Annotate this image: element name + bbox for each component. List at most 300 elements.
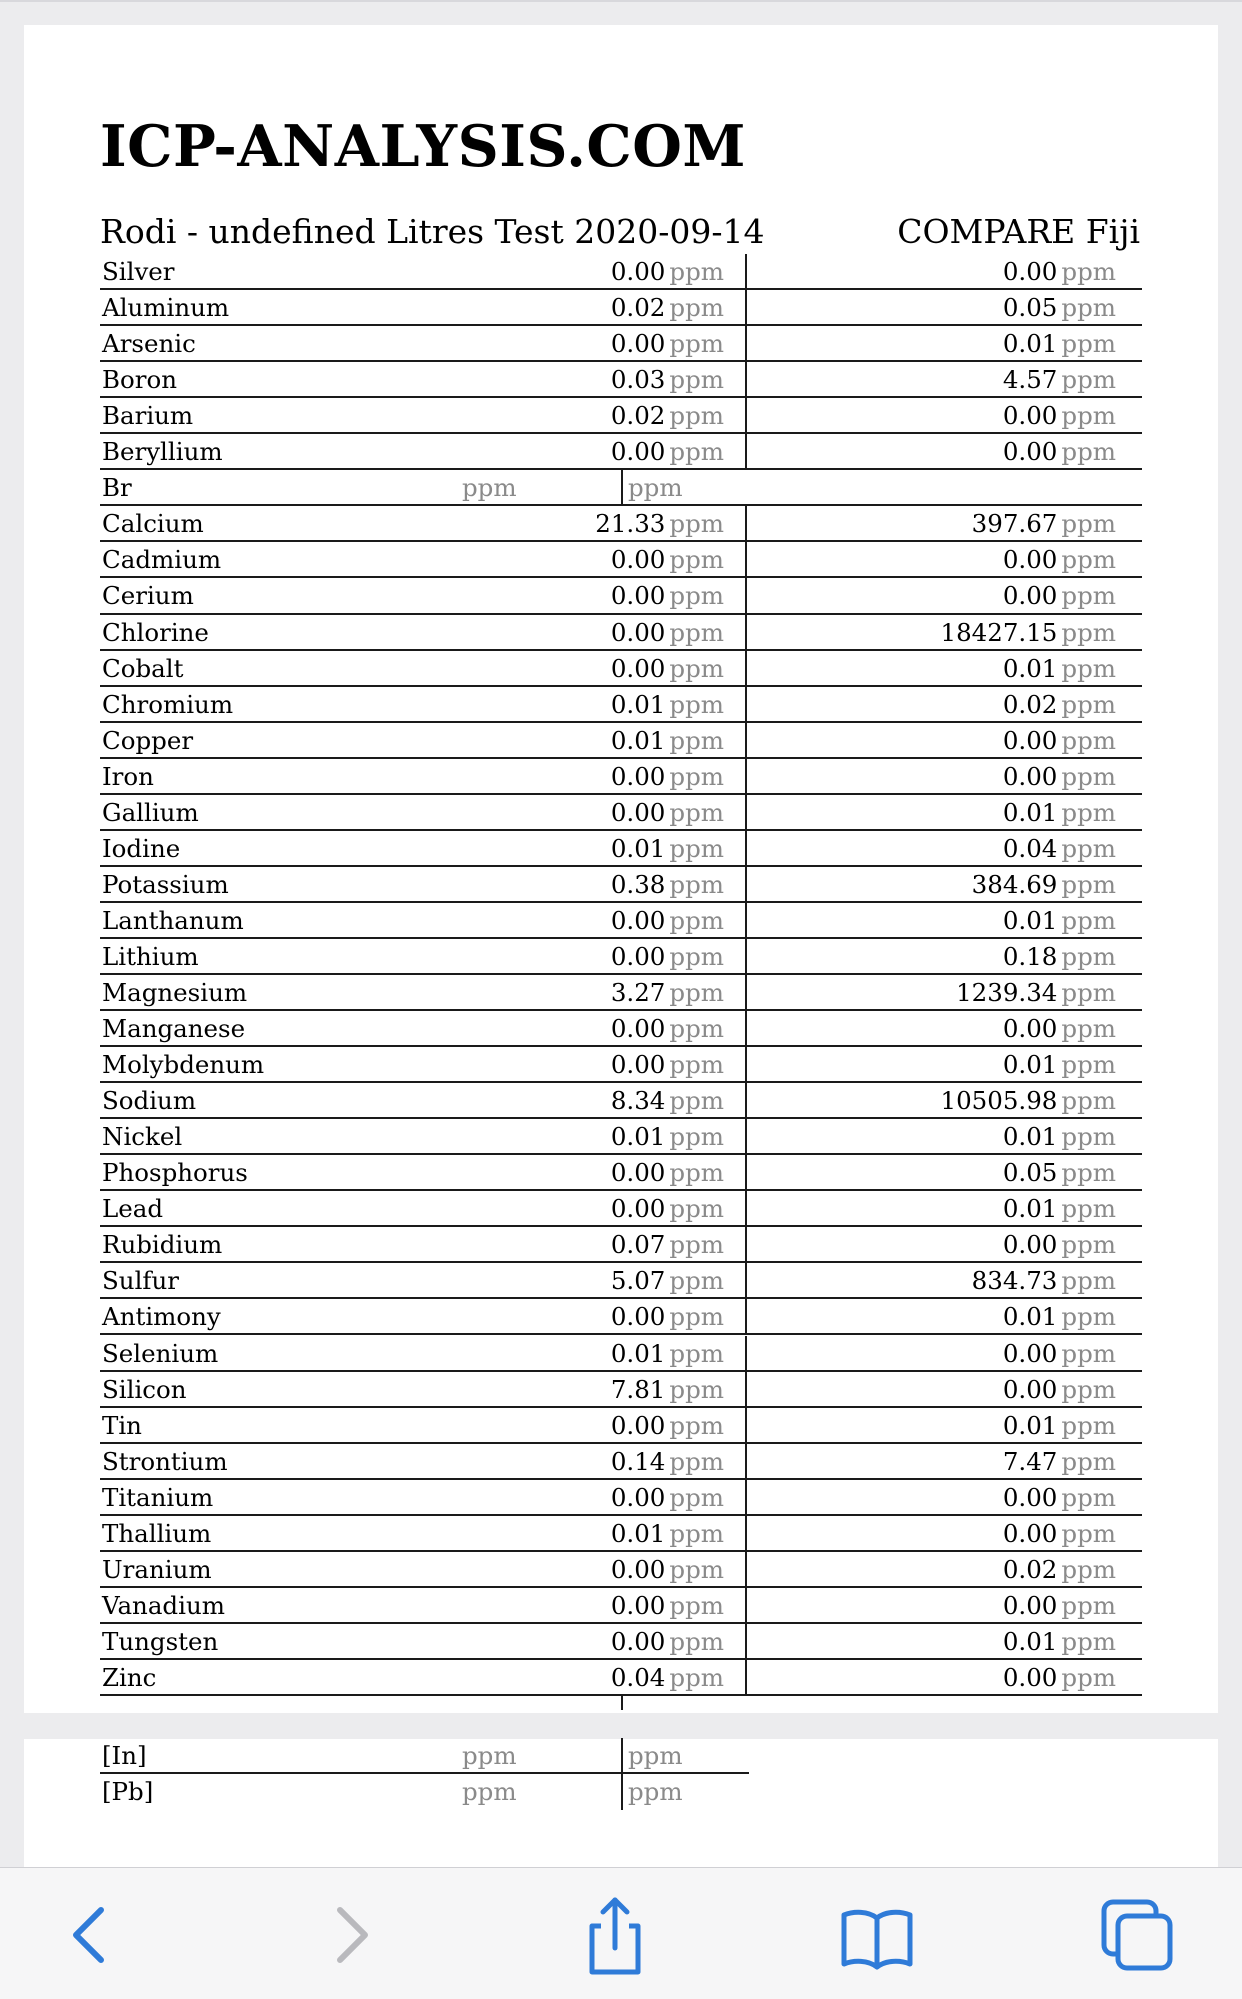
table-row xyxy=(100,1552,1142,1588)
value-unit: ppm xyxy=(1061,653,1116,683)
value-number: 0.00 xyxy=(610,761,666,791)
value-unit: ppm xyxy=(1061,978,1116,1007)
column-divider xyxy=(745,759,747,795)
element-name: Chromium xyxy=(102,689,234,719)
chevron-left-icon xyxy=(45,1890,135,1980)
element-name: Iron xyxy=(102,761,154,791)
element-name: Beryllium xyxy=(102,437,223,467)
value-unit: ppm xyxy=(1061,1410,1116,1440)
column-divider xyxy=(745,1660,747,1696)
value-unit: ppm xyxy=(1061,437,1116,467)
value-number: 0.01 xyxy=(610,689,666,719)
value-number: 0.04 xyxy=(610,1662,666,1692)
value-number: 0.00 xyxy=(1002,1662,1058,1692)
element-name: Rubidium xyxy=(102,1230,223,1260)
value-number: 0.00 xyxy=(1002,437,1058,467)
table-row xyxy=(100,1191,1142,1227)
column-divider xyxy=(745,903,747,939)
test-value xyxy=(611,1119,724,1155)
compare-value xyxy=(1003,1299,1116,1335)
test-value xyxy=(611,578,724,614)
value-unit: ppm xyxy=(462,473,517,503)
value-unit: ppm xyxy=(669,941,724,971)
table-row xyxy=(100,1588,1142,1624)
column-divider xyxy=(745,1155,747,1191)
value-unit: ppm xyxy=(669,833,724,863)
value-unit: ppm xyxy=(1061,869,1116,899)
column-divider xyxy=(621,1738,623,1774)
value-number: 0.00 xyxy=(610,797,666,827)
value-unit: ppm xyxy=(669,617,724,647)
value-unit: ppm xyxy=(669,1374,724,1404)
table-row xyxy=(100,1408,1142,1444)
element-name: Titanium xyxy=(102,1482,214,1512)
element-name: Zinc xyxy=(102,1662,157,1692)
column-divider xyxy=(745,1624,747,1660)
value-unit: ppm xyxy=(1061,1590,1116,1620)
value-number: 0.00 xyxy=(1002,1482,1058,1512)
value-number: 397.67 xyxy=(971,509,1058,539)
element-name: [In] xyxy=(102,1741,147,1770)
value-number: 0.01 xyxy=(610,1122,666,1152)
value-number: 0.00 xyxy=(610,581,666,611)
element-name: Manganese xyxy=(102,1014,246,1044)
compare-value xyxy=(1003,542,1116,578)
test-value xyxy=(611,1083,724,1119)
value-unit: ppm xyxy=(1061,293,1116,323)
value-number: 0.00 xyxy=(610,257,666,286)
value-number: 0.00 xyxy=(610,1050,666,1080)
compare-value xyxy=(1003,1588,1116,1624)
value-unit: ppm xyxy=(1061,329,1116,359)
element-name: Br xyxy=(102,473,132,503)
compare-value xyxy=(1003,651,1116,687)
table-row xyxy=(100,1336,1142,1372)
test-value xyxy=(611,1660,724,1696)
test-value xyxy=(611,1552,724,1588)
test-value xyxy=(611,867,724,903)
column-divider xyxy=(745,1480,747,1516)
value-unit: ppm xyxy=(669,1482,724,1512)
value-number: 8.34 xyxy=(610,1086,666,1116)
compare-value xyxy=(1003,903,1116,939)
value-number: 0.01 xyxy=(1002,1050,1058,1080)
value-number: 0.02 xyxy=(610,293,666,323)
column-divider xyxy=(745,1336,747,1372)
value-number: 0.05 xyxy=(1002,1158,1058,1188)
compare-value xyxy=(1003,398,1116,434)
value-unit: ppm xyxy=(669,1302,724,1332)
column-divider xyxy=(745,1191,747,1227)
test-value xyxy=(611,434,724,470)
test-value xyxy=(595,506,724,542)
value-number: 0.00 xyxy=(610,545,666,575)
table-row xyxy=(100,975,1142,1011)
bookmarks-button[interactable] xyxy=(832,1890,922,1980)
value-unit: ppm xyxy=(1061,365,1116,395)
element-name: Lithium xyxy=(102,941,199,971)
test-value xyxy=(611,290,724,326)
value-unit: ppm xyxy=(1061,1086,1116,1116)
test-value xyxy=(611,326,724,362)
table-row xyxy=(100,1155,1142,1191)
table-row xyxy=(100,831,1142,867)
test-value xyxy=(611,362,724,398)
test-value xyxy=(611,975,724,1011)
test-value xyxy=(611,1624,724,1660)
test-value xyxy=(611,759,724,795)
test-value xyxy=(611,687,724,723)
compare-value xyxy=(1003,1444,1116,1480)
compare-value xyxy=(1003,362,1116,398)
test-value xyxy=(611,398,724,434)
table-row xyxy=(100,759,1142,795)
value-unit: ppm xyxy=(669,401,724,431)
value-number: 0.00 xyxy=(610,1554,666,1584)
value-unit: ppm xyxy=(669,1122,724,1152)
value-unit: ppm xyxy=(1061,617,1116,647)
column-divider xyxy=(745,1047,747,1083)
value-unit: ppm xyxy=(1061,1662,1116,1692)
value-unit: ppm xyxy=(1061,833,1116,863)
value-number: 0.00 xyxy=(1002,725,1058,755)
compare-value xyxy=(1003,1660,1116,1696)
value-number: 0.01 xyxy=(1002,905,1058,935)
compare-value xyxy=(1003,1480,1116,1516)
value-unit: ppm xyxy=(669,257,724,286)
value-number: 0.04 xyxy=(1002,833,1058,863)
value-unit: ppm xyxy=(1061,725,1116,755)
compare-title: COMPARE Fiji xyxy=(897,212,1140,251)
value-number: 0.00 xyxy=(1002,545,1058,575)
value-number: 0.05 xyxy=(1002,293,1058,323)
column-divider xyxy=(745,723,747,759)
value-number: 7.81 xyxy=(610,1374,666,1404)
column-divider xyxy=(745,1011,747,1047)
compare-value xyxy=(1003,1155,1116,1191)
column-divider xyxy=(745,1552,747,1588)
value-unit: ppm xyxy=(1061,1446,1116,1476)
value-number: 0.02 xyxy=(610,401,666,431)
value-unit: ppm xyxy=(669,1194,724,1224)
value-unit: ppm xyxy=(669,1266,724,1296)
value-number: 0.00 xyxy=(1002,1374,1058,1404)
value-unit: ppm xyxy=(669,1590,724,1620)
element-name: Cerium xyxy=(102,581,194,611)
column-divider xyxy=(745,831,747,867)
element-name: Calcium xyxy=(102,509,204,539)
element-name: Gallium xyxy=(102,797,199,827)
value-number: 0.01 xyxy=(1002,797,1058,827)
value-unit: ppm xyxy=(1061,401,1116,431)
value-unit: ppm xyxy=(669,293,724,323)
compare-value xyxy=(1003,578,1116,614)
table-row xyxy=(100,1227,1142,1263)
column-divider xyxy=(745,362,747,398)
compare-value xyxy=(1003,1336,1116,1372)
share-button[interactable] xyxy=(570,1890,660,1980)
value-unit: ppm xyxy=(669,1626,724,1656)
value-number: 0.00 xyxy=(610,617,666,647)
column-divider xyxy=(745,939,747,975)
compare-value xyxy=(1003,939,1116,975)
element-name: Selenium xyxy=(102,1338,219,1368)
value-unit: ppm xyxy=(669,869,724,899)
value-unit: ppm xyxy=(669,1050,724,1080)
test-value xyxy=(611,1444,724,1480)
value-unit: ppm xyxy=(628,1777,683,1807)
test-value xyxy=(611,1263,724,1299)
element-name: Copper xyxy=(102,725,194,755)
value-number: 10505.98 xyxy=(940,1086,1058,1116)
table-row xyxy=(100,651,1142,687)
table-row xyxy=(100,939,1142,975)
element-name: Iodine xyxy=(102,833,181,863)
element-name: Silver xyxy=(102,257,175,286)
test-value xyxy=(611,1227,724,1263)
site-title: ICP-ANALYSIS.COM xyxy=(100,113,747,180)
compare-value xyxy=(940,1083,1116,1119)
share-icon xyxy=(570,1890,660,1980)
compare-value xyxy=(1003,795,1116,831)
value-number: 0.02 xyxy=(1002,1554,1058,1584)
table-row xyxy=(100,326,1142,362)
value-unit: ppm xyxy=(669,761,724,791)
value-unit: ppm xyxy=(669,1086,724,1116)
value-unit: ppm xyxy=(1061,1230,1116,1260)
value-unit: ppm xyxy=(1061,1158,1116,1188)
row-divider xyxy=(749,1694,1142,1696)
value-number: 0.01 xyxy=(1002,1626,1058,1656)
compare-value xyxy=(1003,1408,1116,1444)
value-unit: ppm xyxy=(669,509,724,539)
value-unit: ppm xyxy=(1061,1122,1116,1152)
value-number: 0.01 xyxy=(610,725,666,755)
test-value xyxy=(611,795,724,831)
column-divider xyxy=(745,1516,747,1552)
test-value xyxy=(611,1299,724,1335)
value-number: 0.00 xyxy=(610,653,666,683)
chevron-right-icon xyxy=(306,1890,396,1980)
element-name: Vanadium xyxy=(102,1590,225,1620)
value-unit: ppm xyxy=(1061,1626,1116,1656)
value-number: 0.01 xyxy=(1002,329,1058,359)
value-unit: ppm xyxy=(669,1662,724,1692)
compare-value xyxy=(1003,434,1116,470)
table-row xyxy=(100,615,1142,651)
test-value xyxy=(611,1516,724,1552)
value-unit: ppm xyxy=(669,653,724,683)
value-number: 0.00 xyxy=(610,1626,666,1656)
column-divider xyxy=(621,470,623,506)
compare-value xyxy=(1003,326,1116,362)
element-name: Nickel xyxy=(102,1122,183,1152)
compare-value xyxy=(956,975,1116,1011)
forward-button[interactable] xyxy=(306,1890,396,1980)
column-divider xyxy=(621,1696,623,1710)
value-number: 0.01 xyxy=(1002,1410,1058,1440)
column-divider xyxy=(745,975,747,1011)
compare-value xyxy=(940,615,1116,651)
value-number: 0.00 xyxy=(610,1482,666,1512)
value-number: 4.57 xyxy=(1002,365,1058,395)
value-number: 0.00 xyxy=(1002,1338,1058,1368)
element-name: Uranium xyxy=(102,1554,212,1584)
value-number: 0.01 xyxy=(1002,1302,1058,1332)
value-number: 0.00 xyxy=(610,1590,666,1620)
value-unit: ppm xyxy=(1061,257,1116,286)
value-number: 0.03 xyxy=(610,365,666,395)
element-name: Arsenic xyxy=(102,329,196,359)
table-row xyxy=(100,506,1142,542)
value-unit: ppm xyxy=(669,545,724,575)
table-row xyxy=(100,1047,1142,1083)
value-number: 0.00 xyxy=(610,1410,666,1440)
table-row xyxy=(100,1299,1142,1335)
test-value xyxy=(611,939,724,975)
value-number: 0.00 xyxy=(1002,1590,1058,1620)
column-divider xyxy=(745,290,747,326)
value-unit: ppm xyxy=(1061,1302,1116,1332)
column-divider xyxy=(745,578,747,614)
value-unit: ppm xyxy=(669,365,724,395)
table-row xyxy=(100,1011,1142,1047)
table-row xyxy=(100,1372,1142,1408)
value-unit: ppm xyxy=(462,1777,517,1807)
column-divider xyxy=(745,1263,747,1299)
test-value xyxy=(611,723,724,759)
test-value xyxy=(611,1588,724,1624)
element-name: Potassium xyxy=(102,869,229,899)
compare-value xyxy=(1003,1047,1116,1083)
table-row xyxy=(100,1119,1142,1155)
column-divider xyxy=(745,1227,747,1263)
tabs-icon xyxy=(1092,1890,1182,1980)
value-unit: ppm xyxy=(669,1230,724,1260)
element-name: Lead xyxy=(102,1194,164,1224)
compare-value xyxy=(1003,254,1116,290)
value-number: 1239.34 xyxy=(956,978,1058,1007)
browser-toolbar xyxy=(0,1867,1242,1999)
column-divider xyxy=(745,615,747,651)
table-row xyxy=(100,1480,1142,1516)
back-button[interactable] xyxy=(45,1890,135,1980)
value-number: 0.14 xyxy=(610,1446,666,1476)
value-unit: ppm xyxy=(1061,1518,1116,1548)
value-number: 834.73 xyxy=(971,1266,1058,1296)
table-row xyxy=(100,254,1142,290)
table-row xyxy=(100,542,1142,578)
compare-value xyxy=(1003,1372,1116,1408)
value-unit: ppm xyxy=(669,905,724,935)
value-unit: ppm xyxy=(669,437,724,467)
value-unit: ppm xyxy=(628,1741,683,1770)
test-value xyxy=(611,903,724,939)
table-row xyxy=(100,290,1142,326)
value-number: 0.00 xyxy=(1002,1518,1058,1548)
value-unit: ppm xyxy=(669,1446,724,1476)
table-row xyxy=(100,903,1142,939)
element-name: Cobalt xyxy=(102,653,184,683)
value-unit: ppm xyxy=(669,329,724,359)
column-divider xyxy=(745,506,747,542)
value-number: 0.00 xyxy=(610,437,666,467)
value-unit: ppm xyxy=(669,1338,724,1368)
compare-value xyxy=(1003,1624,1116,1660)
value-unit: ppm xyxy=(1061,797,1116,827)
value-number: 5.07 xyxy=(610,1266,666,1296)
test-value xyxy=(611,1155,724,1191)
element-name: Strontium xyxy=(102,1446,228,1476)
table-row xyxy=(100,723,1142,759)
compare-value xyxy=(1003,1191,1116,1227)
table-row xyxy=(100,398,1142,434)
element-name: Phosphorus xyxy=(102,1158,248,1188)
value-number: 0.18 xyxy=(1002,941,1058,971)
test-value xyxy=(611,1372,724,1408)
table-row xyxy=(100,578,1142,614)
value-number: 0.01 xyxy=(610,1338,666,1368)
element-name: Sodium xyxy=(102,1086,197,1116)
table-row xyxy=(100,434,1142,470)
table-row xyxy=(100,362,1142,398)
table-row xyxy=(100,1660,1142,1696)
column-divider xyxy=(745,687,747,723)
value-unit: ppm xyxy=(1061,761,1116,791)
value-unit: ppm xyxy=(669,1554,724,1584)
element-name: Sulfur xyxy=(102,1266,179,1296)
test-value xyxy=(611,542,724,578)
value-number: 0.01 xyxy=(1002,653,1058,683)
table-row xyxy=(100,1624,1142,1660)
table-row xyxy=(100,867,1142,903)
column-divider xyxy=(745,326,747,362)
value-number: 3.27 xyxy=(610,978,666,1007)
value-unit: ppm xyxy=(1061,509,1116,539)
element-name: [Pb] xyxy=(102,1777,154,1807)
compare-value xyxy=(972,1263,1116,1299)
value-unit: ppm xyxy=(669,1014,724,1044)
value-unit: ppm xyxy=(669,581,724,611)
column-divider xyxy=(745,795,747,831)
compare-value xyxy=(1003,759,1116,795)
value-unit: ppm xyxy=(1061,1266,1116,1296)
column-divider xyxy=(745,1083,747,1119)
test-value xyxy=(611,1408,724,1444)
test-value xyxy=(611,1191,724,1227)
tabs-button[interactable] xyxy=(1092,1890,1182,1980)
table-row xyxy=(100,1263,1142,1299)
compare-value xyxy=(1003,723,1116,759)
value-number: 0.00 xyxy=(610,1158,666,1188)
value-unit: ppm xyxy=(669,797,724,827)
table-row xyxy=(100,1083,1142,1119)
element-name: Tungsten xyxy=(102,1626,219,1656)
compare-value xyxy=(1003,687,1116,723)
column-divider xyxy=(621,1774,623,1810)
value-unit: ppm xyxy=(1061,1338,1116,1368)
element-name: Silicon xyxy=(102,1374,187,1404)
value-unit: ppm xyxy=(669,1410,724,1440)
value-number: 7.47 xyxy=(1002,1446,1058,1476)
test-value xyxy=(611,254,724,290)
compare-value xyxy=(972,867,1116,903)
value-number: 0.38 xyxy=(610,869,666,899)
value-unit: ppm xyxy=(1061,1554,1116,1584)
element-name: Molybdenum xyxy=(102,1050,265,1080)
value-unit: ppm xyxy=(669,1518,724,1548)
value-number: 0.00 xyxy=(610,329,666,359)
